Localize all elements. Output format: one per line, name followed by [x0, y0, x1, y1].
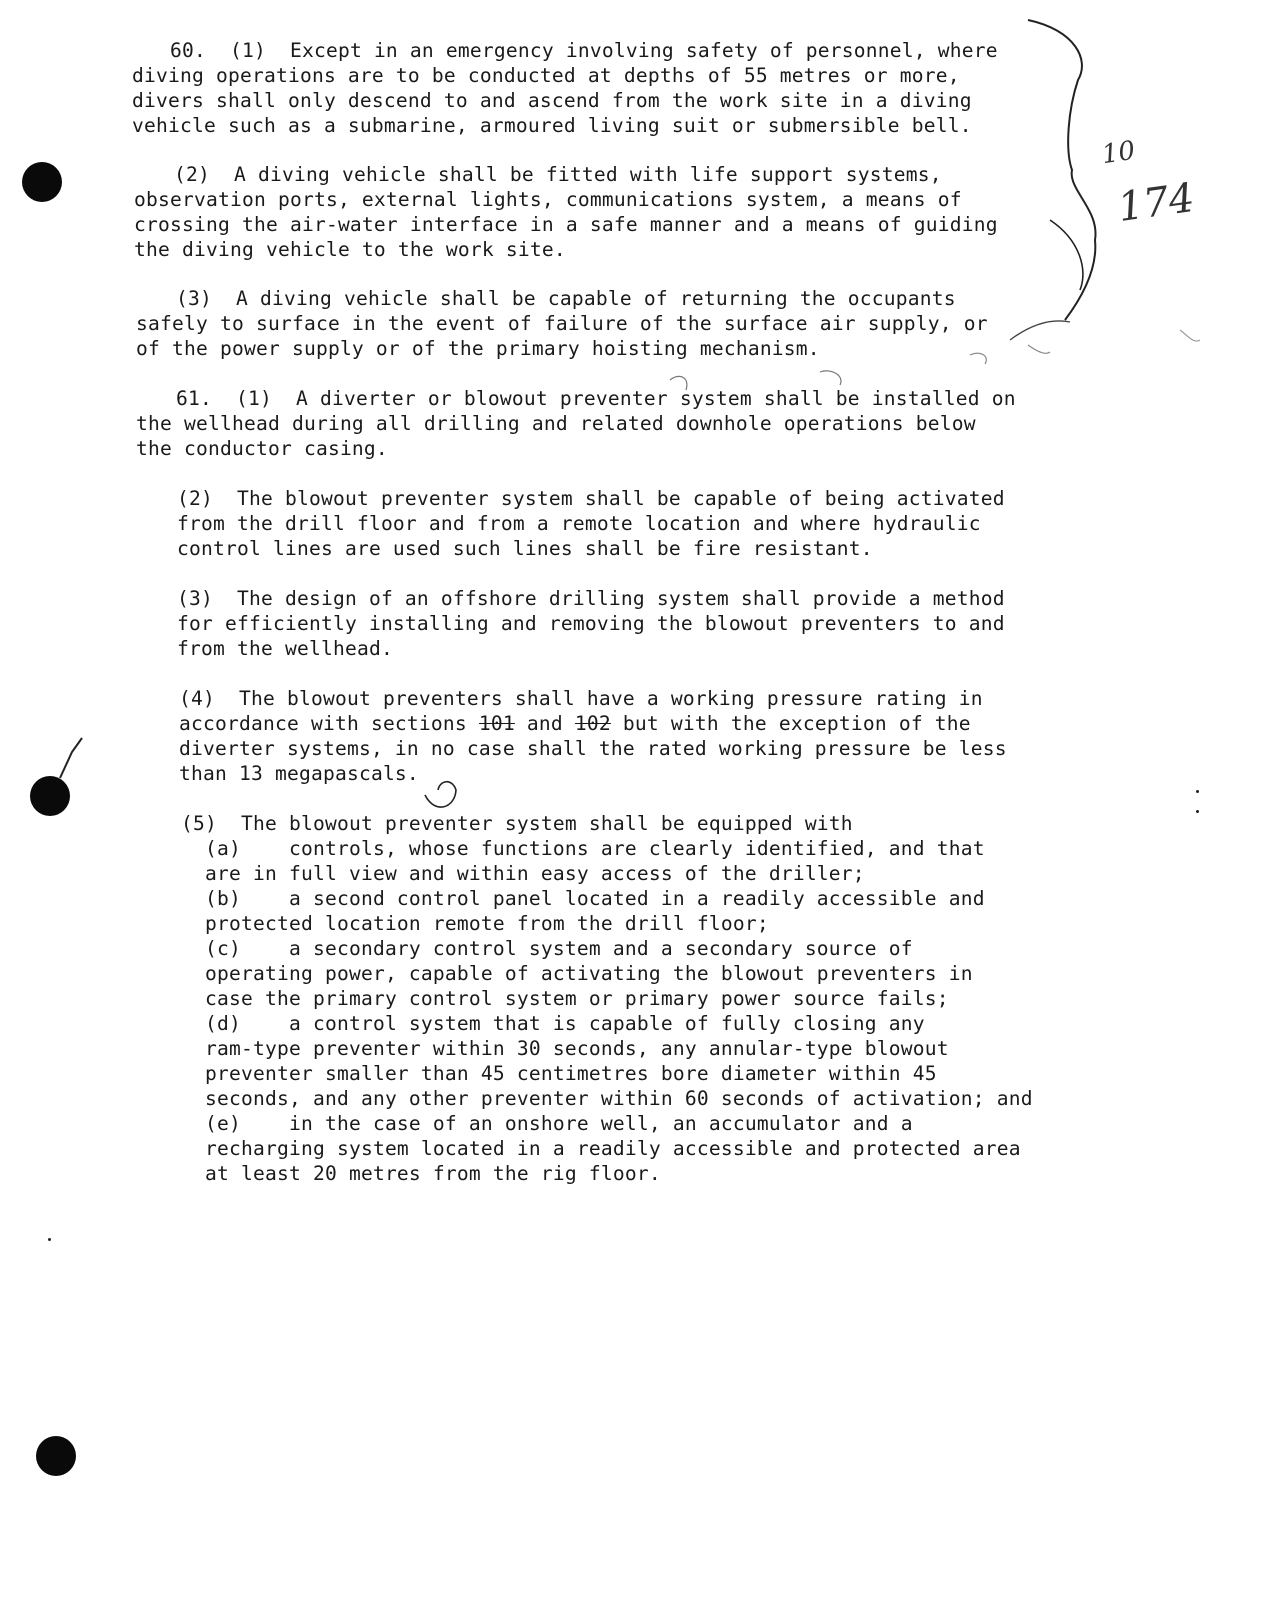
s61-p4-text: but with the exception of the — [610, 712, 971, 735]
s61-p2-line: control lines are used such lines shall be fire resistant. — [177, 537, 873, 560]
struck-section-ref: 102 — [574, 712, 611, 735]
s61-p4-text: and — [514, 712, 575, 735]
s61-p5-line: preventer smaller than 45 centimetres bore diameter within 45 — [181, 1062, 937, 1085]
s61-p5-line: (d) a control system that is capable of fully closing any — [181, 1012, 925, 1035]
s61-p5-line: recharging system located in a readily accessible and protected area — [181, 1137, 1021, 1160]
s61-p5-line: seconds, and any other preventer within 60 seconds of activation; and — [181, 1087, 1033, 1110]
s61-p5-line: (e) in the case of an onshore well, an accumulator and a — [181, 1112, 913, 1135]
s61-p5-line: (5) The blowout preventer system shall be equipped with — [181, 812, 853, 835]
s61-p4-line: diverter systems, in no case shall the rated working pressure be less — [179, 737, 1007, 760]
s61-p5-line: (b) a second control panel located in a readily accessible and — [181, 887, 985, 910]
s60-p1-line: 60. (1) Except in an emergency involving safety of personnel, where — [170, 39, 998, 62]
s61-p3-line: for efficiently installing and removing the blowout preventers to and — [177, 612, 1005, 635]
s61-p5-line: operating power, capable of activating the blowout preventers in — [181, 962, 973, 985]
s61-p5-line: are in full view and within easy access of the driller; — [181, 862, 865, 885]
s60-p2-line: (2) A diving vehicle shall be fitted with life support systems, — [174, 163, 942, 186]
s61-p5-line: (a) controls, whose functions are clearly identified, and that — [181, 837, 985, 860]
s60-p1-line: diving operations are to be conducted at depths of 55 metres or more, — [132, 64, 960, 87]
s61-p5-line: ram-type preventer within 30 seconds, any annular-type blowout — [181, 1037, 949, 1060]
s60-p3-line: (3) A diving vehicle shall be capable of returning the occupants — [176, 287, 956, 310]
s61-p1-line: the wellhead during all drilling and related downhole operations below — [136, 412, 976, 435]
s61-p4-text: accordance with sections — [179, 712, 479, 735]
margin-note-number: 174 — [1115, 174, 1198, 232]
s61-p5-line: case the primary control system or primary power source fails; — [181, 987, 949, 1010]
s61-p2-line: from the drill floor and from a remote location and where hydraulic — [177, 512, 981, 535]
s61-p5-line: at least 20 metres from the rig floor. — [181, 1162, 661, 1185]
s60-p3-line: of the power supply or of the primary hoisting mechanism. — [136, 337, 820, 360]
margin-note-top: 10 — [1100, 135, 1138, 171]
s61-p5-line: (c) a secondary control system and a secondary source of — [181, 937, 913, 960]
s61-p5-line: protected location remote from the drill floor; — [181, 912, 769, 935]
s61-p4-line: (4) The blowout preventers shall have a working pressure rating in — [179, 687, 983, 710]
s60-p2-line: the diving vehicle to the work site. — [134, 238, 566, 261]
s61-p1-line: the conductor casing. — [136, 437, 388, 460]
s61-p4-line: than 13 megapascals. — [179, 762, 419, 785]
s60-p1-line: divers shall only descend to and ascend from the work site in a diving — [132, 89, 972, 112]
s61-p3-line: from the wellhead. — [177, 637, 393, 660]
s60-p2-line: crossing the air-water interface in a safe manner and a means of guiding — [134, 213, 998, 236]
s61-p1-line: 61. (1) A diverter or blowout preventer system shall be installed on — [176, 387, 1016, 410]
s61-p4-line — [179, 711, 971, 736]
s60-p2-line: observation ports, external lights, communications system, a means of — [134, 188, 962, 211]
s60-p3-line: safely to surface in the event of failure of the surface air supply, or — [136, 312, 988, 335]
s60-p1-line: vehicle such as a submarine, armoured living suit or submersible bell. — [132, 114, 972, 137]
s61-p2-line: (2) The blowout preventer system shall be capable of being activated — [177, 487, 1005, 510]
s61-p3-line: (3) The design of an offshore drilling system shall provide a method — [177, 587, 1005, 610]
struck-section-ref: 101 — [478, 712, 515, 735]
